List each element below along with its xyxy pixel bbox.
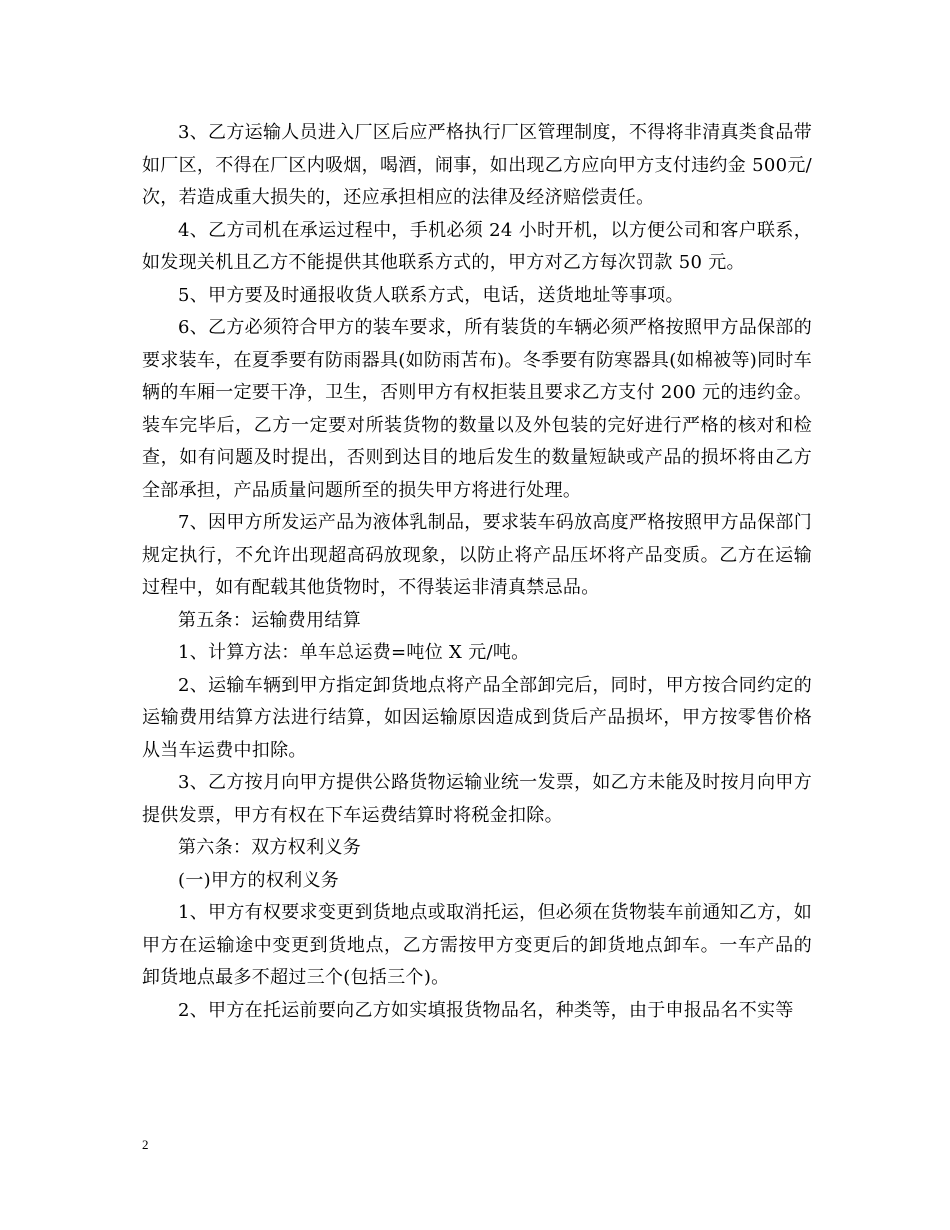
section-heading-article-6: 第六条：双方权利义务 [178, 837, 361, 858]
paragraph-fee-1: 1、计算方法：单车总运费=吨位 X 元/吨。 [178, 642, 530, 663]
paragraph-clause-5: 5、甲方要及时通报收货人联系方式，电话，送货地址等事项。 [178, 284, 684, 306]
paragraph-clause-6: 6、乙方必须符合甲方的装车要求，所有装货的车辆必须严格按照甲方品保部的要求装车，在夏季要有防雨器具(如防雨苫布)。冬季要有防寒器具(如棉被等)同时车辆的车厢一定要干净，卫生，否则甲方有权拒装且要求乙方支付 200 元的违约金。装车完毕后，乙方一定要对所装货物的数量以及外包装的完好进行严格的核对和检查，如有问题及时提出，否则到达目的地后发生的数量短缺或产品的损坏将由乙方全部承担，产品质量问题所至的损失甲方将进行处理。 [142, 317, 812, 501]
paragraph-clause-4: 4、乙方司机在承运过程中，手机必须 24 小时开机，以方便公司和客户联系，如发现关机且乙方不能提供其他联系方式的，甲方对乙方每次罚款 50 元。 [142, 219, 812, 273]
paragraph-party-a-1: 1、甲方有权要求变更到货地点或取消托运，但必须在货物装车前通知乙方，如甲方在运输途中变更到货地点，乙方需按甲方变更后的卸货地点卸车。一车产品的卸货地点最多不超过三个(包括三个)。 [142, 902, 812, 988]
paragraph-fee-2: 2、运输车辆到甲方指定卸货地点将产品全部卸完后，同时，甲方按合同约定的运输费用结算方法进行结算，如因运输原因造成到货后产品损坏，甲方按零售价格从当车运费中扣除。 [142, 674, 812, 761]
paragraph-party-a-2: 2、甲方在托运前要向乙方如实填报货物品名，种类等，由于申报品名不实等 [178, 999, 794, 1021]
page-number: 2 [142, 1137, 149, 1152]
subsection-heading-party-a: (一)甲方的权利义务 [178, 869, 340, 891]
paragraph-clause-7: 7、因甲方所发运产品为液体乳制品，要求装车码放高度严格按照甲方品保部门规定执行，不允许出现超高码放现象，以防止将产品压坏将产品变质。乙方在运输过程中，如有配载其他货物时，不得装运非清真禁忌品。 [142, 512, 812, 598]
paragraph-clause-3: 3、乙方运输人员进入厂区后应严格执行厂区管理制度，不得将非清真类食品带如厂区，不得在厂区内吸烟，喝酒，闹事，如出现乙方应向甲方支付违约金 500元/次，若造成重大损失的，还应承担相应的法律及经济赔偿责任。 [142, 122, 812, 208]
paragraph-fee-3: 3、乙方按月向甲方提供公路货物运输业统一发票，如乙方未能及时按月向甲方提供发票，甲方有权在下车运费结算时将税金扣除。 [142, 772, 812, 826]
section-heading-article-5: 第五条：运输费用结算 [178, 609, 361, 631]
document-body [142, 117, 812, 1027]
